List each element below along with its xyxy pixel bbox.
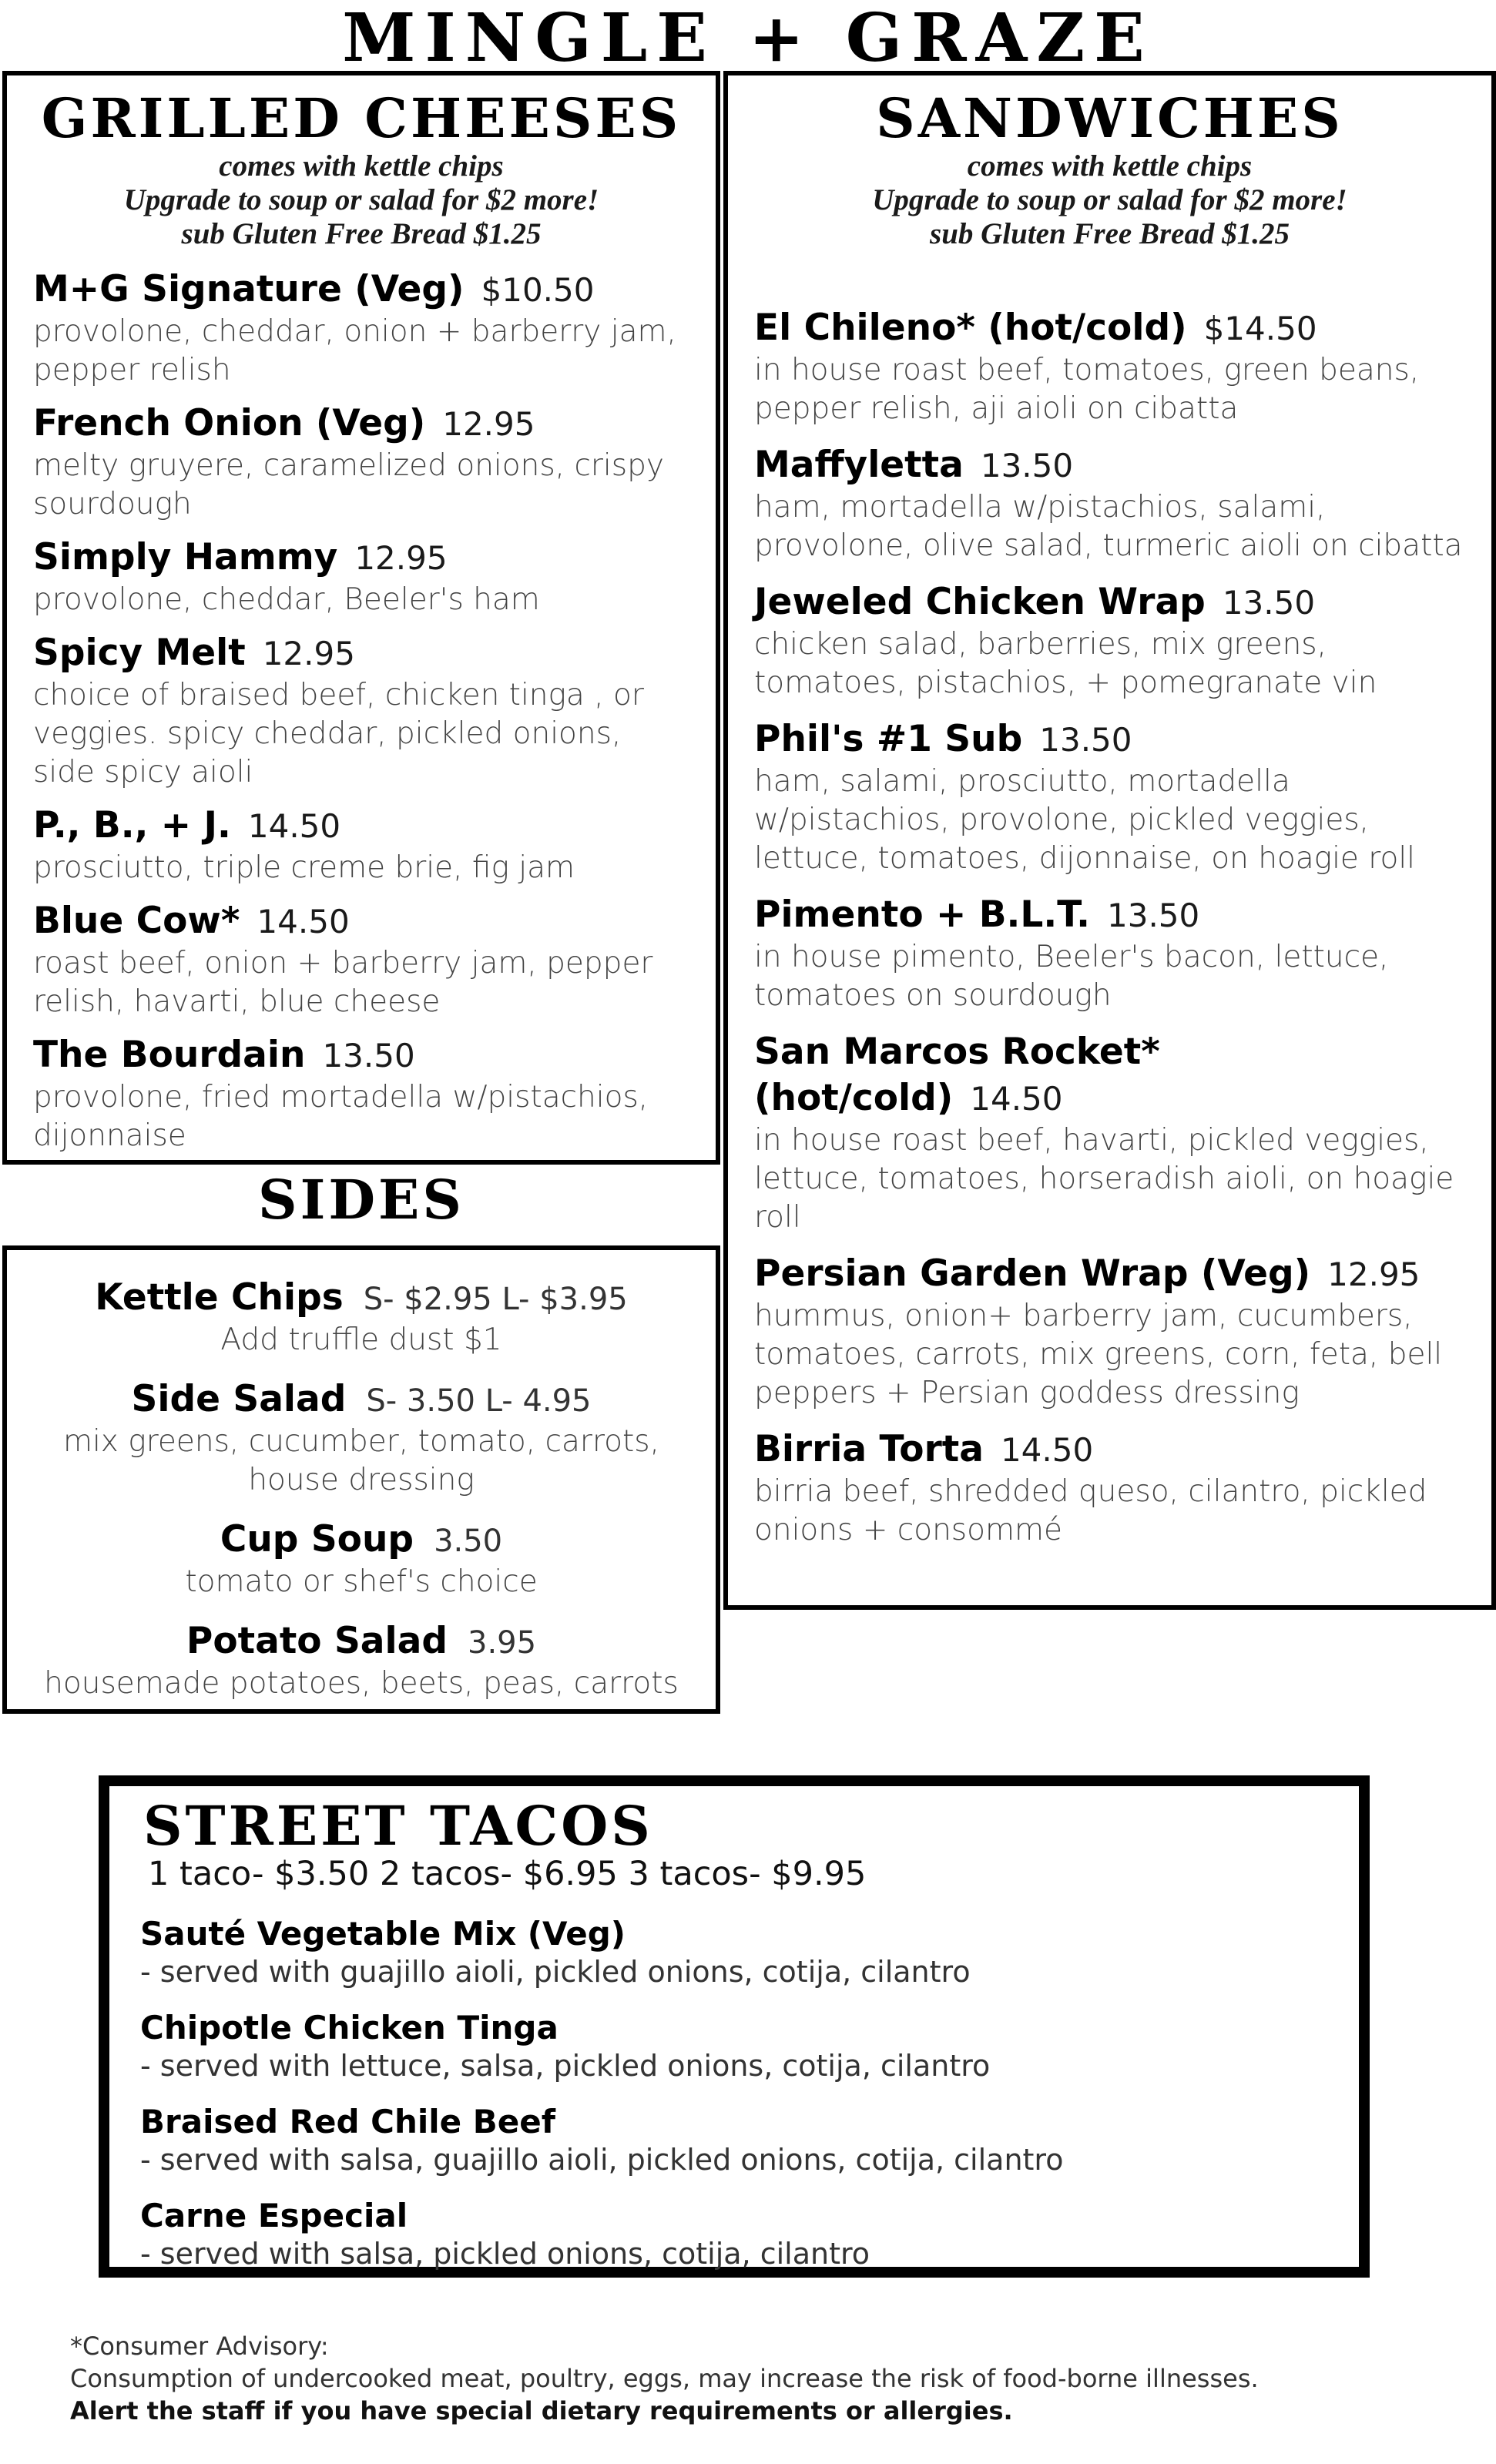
- item-description: housemade potatoes, beets, peas, carrots: [44, 1666, 679, 1701]
- item-name: Phil's #1 Sub: [754, 718, 1023, 760]
- item-name: Blue Cow*: [33, 900, 240, 942]
- grilled-cheeses-note: comes with kettle chips: [219, 149, 504, 183]
- menu-item: [754, 1029, 1465, 1237]
- item-price: $14.50: [1203, 310, 1317, 347]
- restaurant-title: MINGLE + GRAZE: [342, 0, 1154, 77]
- menu-item: [30, 1517, 693, 1601]
- item-name: Cup Soup: [220, 1518, 414, 1561]
- item-description: mix greens, cucumber, tomato, carrots, house dressing: [62, 1424, 659, 1497]
- menu-item: [33, 803, 689, 887]
- item-name: Side Salad: [131, 1378, 347, 1420]
- item-description: provolone, cheddar, Beeler's ham: [33, 582, 540, 617]
- item-description: Add truffle dust $1: [220, 1323, 502, 1357]
- item-description: melty gruyere, caramelized onions, crispy sourdough: [33, 448, 664, 521]
- item-description: prosciutto, triple creme brie, fig jam: [33, 850, 575, 885]
- menu-item: [140, 2102, 1328, 2177]
- item-price: 14.50: [257, 903, 350, 940]
- item-name: Birria Torta: [754, 1428, 984, 1470]
- item-name: Jeweled Chicken Wrap: [754, 581, 1206, 623]
- item-name: Sauté Vegetable Mix (Veg): [140, 1915, 626, 1953]
- menu-item: [754, 442, 1465, 565]
- item-description: - served with salsa, guajillo aioli, pickled onions, cotija, cilantro: [140, 2143, 1064, 2177]
- menu-item: [33, 535, 689, 619]
- item-name: Braised Red Chile Beef: [140, 2103, 556, 2140]
- sides-section: [2, 1245, 720, 1714]
- item-name: M+G Signature (Veg): [33, 268, 465, 310]
- menu-item: [30, 1618, 693, 1703]
- sandwiches-note: comes with kettle chips: [967, 149, 1253, 183]
- item-name: Pimento + B.L.T.: [754, 893, 1090, 936]
- item-name: El Chileno* (hot/cold): [754, 307, 1187, 349]
- item-description: tomato or shef's choice: [185, 1564, 538, 1599]
- item-price: 14.50: [247, 807, 341, 845]
- item-description: chicken salad, barberries, mix greens, tomatoes, pistachios, + pomegranate vin: [754, 627, 1377, 700]
- item-description: in house pimento, Beeler's bacon, lettuce, tomatoes on sourdough: [754, 940, 1389, 1013]
- menu-item: [754, 1426, 1465, 1550]
- item-description: hummus, onion+ barberry jam, cucumbers, tomatoes, carrots, mix greens, corn, feta, bell peppers + Persian goddess dressing: [754, 1299, 1443, 1410]
- item-description: provolone, fried mortadella w/pistachios, dijonnaise: [33, 1080, 649, 1153]
- menu-item: [754, 892, 1465, 1015]
- item-name: Carne Especial: [140, 2197, 408, 2234]
- item-price: 3.95: [468, 1625, 537, 1661]
- item-name: San Marcos Rocket*(hot/cold): [754, 1031, 1160, 1119]
- menu-item: [33, 401, 689, 524]
- item-price: 13.50: [322, 1037, 415, 1074]
- item-price: $10.50: [481, 271, 595, 309]
- sides-heading: SIDES: [258, 1168, 465, 1232]
- item-name: French Onion (Veg): [33, 402, 426, 444]
- advisory-label: *Consumer Advisory:: [70, 2332, 329, 2361]
- item-description: in house roast beef, havarti, pickled veggies, lettuce, tomatoes, horseradish aioli, on hoagie roll: [754, 1123, 1454, 1235]
- sandwiches-heading: SANDWICHES: [876, 86, 1343, 150]
- taco-prices: 1 taco- $3.50 2 tacos- $6.95 3 tacos- $9.95: [148, 1855, 867, 1893]
- item-name: Simply Hammy: [33, 536, 338, 578]
- menu-item: [754, 1251, 1465, 1413]
- item-price: S- $2.95 L- $3.95: [363, 1282, 628, 1317]
- item-description: in house roast beef, tomatoes, green beans, pepper relish, aji aioli on cibatta: [754, 353, 1420, 426]
- item-price: 12.95: [354, 539, 448, 577]
- menu-item: [754, 716, 1465, 878]
- item-name: Potato Salad: [186, 1620, 448, 1662]
- item-name: P., B., + J.: [33, 804, 231, 846]
- item-price: 13.50: [1039, 721, 1132, 759]
- item-name: Kettle Chips: [95, 1276, 344, 1319]
- item-price: 13.50: [980, 447, 1074, 484]
- item-price: 13.50: [1107, 897, 1200, 934]
- grilled-cheeses-section: [2, 71, 720, 1165]
- sandwiches-section: [723, 71, 1496, 1610]
- item-name: The Bourdain: [33, 1034, 306, 1076]
- allergy-alert: Alert the staff if you have special dietary requirements or allergies.: [70, 2396, 1013, 2425]
- item-description: - served with guajillo aioli, pickled onions, cotija, cilantro: [140, 1955, 971, 1989]
- item-description: provolone, cheddar, onion + barberry jam, pepper relish: [33, 314, 676, 387]
- menu-item: [30, 1376, 693, 1500]
- menu-item: [33, 630, 689, 792]
- item-description: - served with lettuce, salsa, pickled onions, cotija, cilantro: [140, 2049, 991, 2083]
- menu-item: [33, 898, 689, 1021]
- sandwiches-note: sub Gluten Free Bread $1.25: [930, 217, 1290, 250]
- menu-item: [33, 267, 689, 390]
- grilled-cheeses-note: Upgrade to soup or salad for $2 more!: [123, 183, 599, 216]
- tacos-list: [109, 1914, 1359, 2271]
- grilled-cheeses-heading: GRILLED CHEESES: [41, 86, 682, 150]
- grilled-cheeses-note: sub Gluten Free Bread $1.25: [181, 217, 542, 250]
- item-price: 13.50: [1222, 584, 1316, 622]
- item-description: - served with salsa, pickled onions, cotija, cilantro: [140, 2237, 870, 2271]
- consumer-advisory: [70, 2330, 1472, 2427]
- item-price: 12.95: [442, 405, 535, 443]
- item-name: Maffyletta: [754, 444, 964, 486]
- street-tacos-section: [99, 1775, 1370, 2278]
- item-price: 12.95: [1327, 1255, 1421, 1293]
- sandwiches-note: Upgrade to soup or salad for $2 more!: [872, 183, 1347, 216]
- menu-item: [30, 1275, 693, 1359]
- item-price: 14.50: [970, 1080, 1063, 1118]
- item-description: ham, salami, prosciutto, mortadella w/pistachios, provolone, pickled veggies, lettuce, tomatoes, dijonnaise, on hoagie roll: [754, 764, 1416, 876]
- item-name: Persian Garden Wrap (Veg): [754, 1252, 1311, 1295]
- menu-item: [140, 2008, 1328, 2084]
- advisory-text: Consumption of undercooked meat, poultry, eggs, may increase the risk of food-borne illnesses.: [70, 2364, 1259, 2393]
- street-tacos-heading: STREET TACOS: [143, 1794, 653, 1858]
- item-description: birria beef, shredded queso, cilantro, pickled onions + consommé: [754, 1474, 1427, 1547]
- menu-item: [33, 1032, 689, 1155]
- item-description: roast beef, onion + barberry jam, pepper relish, havarti, blue cheese: [33, 946, 653, 1019]
- item-price: 3.50: [434, 1524, 503, 1559]
- sides-list: [7, 1275, 716, 1703]
- menu-item: [754, 305, 1465, 428]
- sandwiches-list: [728, 305, 1491, 1550]
- menu-item: [140, 1914, 1328, 1990]
- menu-item: [754, 579, 1465, 702]
- grilled-cheeses-list: [7, 267, 716, 1155]
- item-price: 12.95: [262, 635, 355, 672]
- item-price: S- 3.50 L- 4.95: [366, 1383, 592, 1419]
- item-name: Chipotle Chicken Tinga: [140, 2009, 558, 2047]
- item-description: choice of braised beef, chicken tinga , or veggies. spicy cheddar, pickled onions, side spicy aioli: [33, 678, 644, 789]
- item-description: ham, mortadella w/pistachios, salami, provolone, olive salad, turmeric aioli on cibatta: [754, 490, 1463, 563]
- item-price: 14.50: [1000, 1431, 1094, 1469]
- menu-item: [140, 2196, 1328, 2271]
- item-name: Spicy Melt: [33, 632, 246, 674]
